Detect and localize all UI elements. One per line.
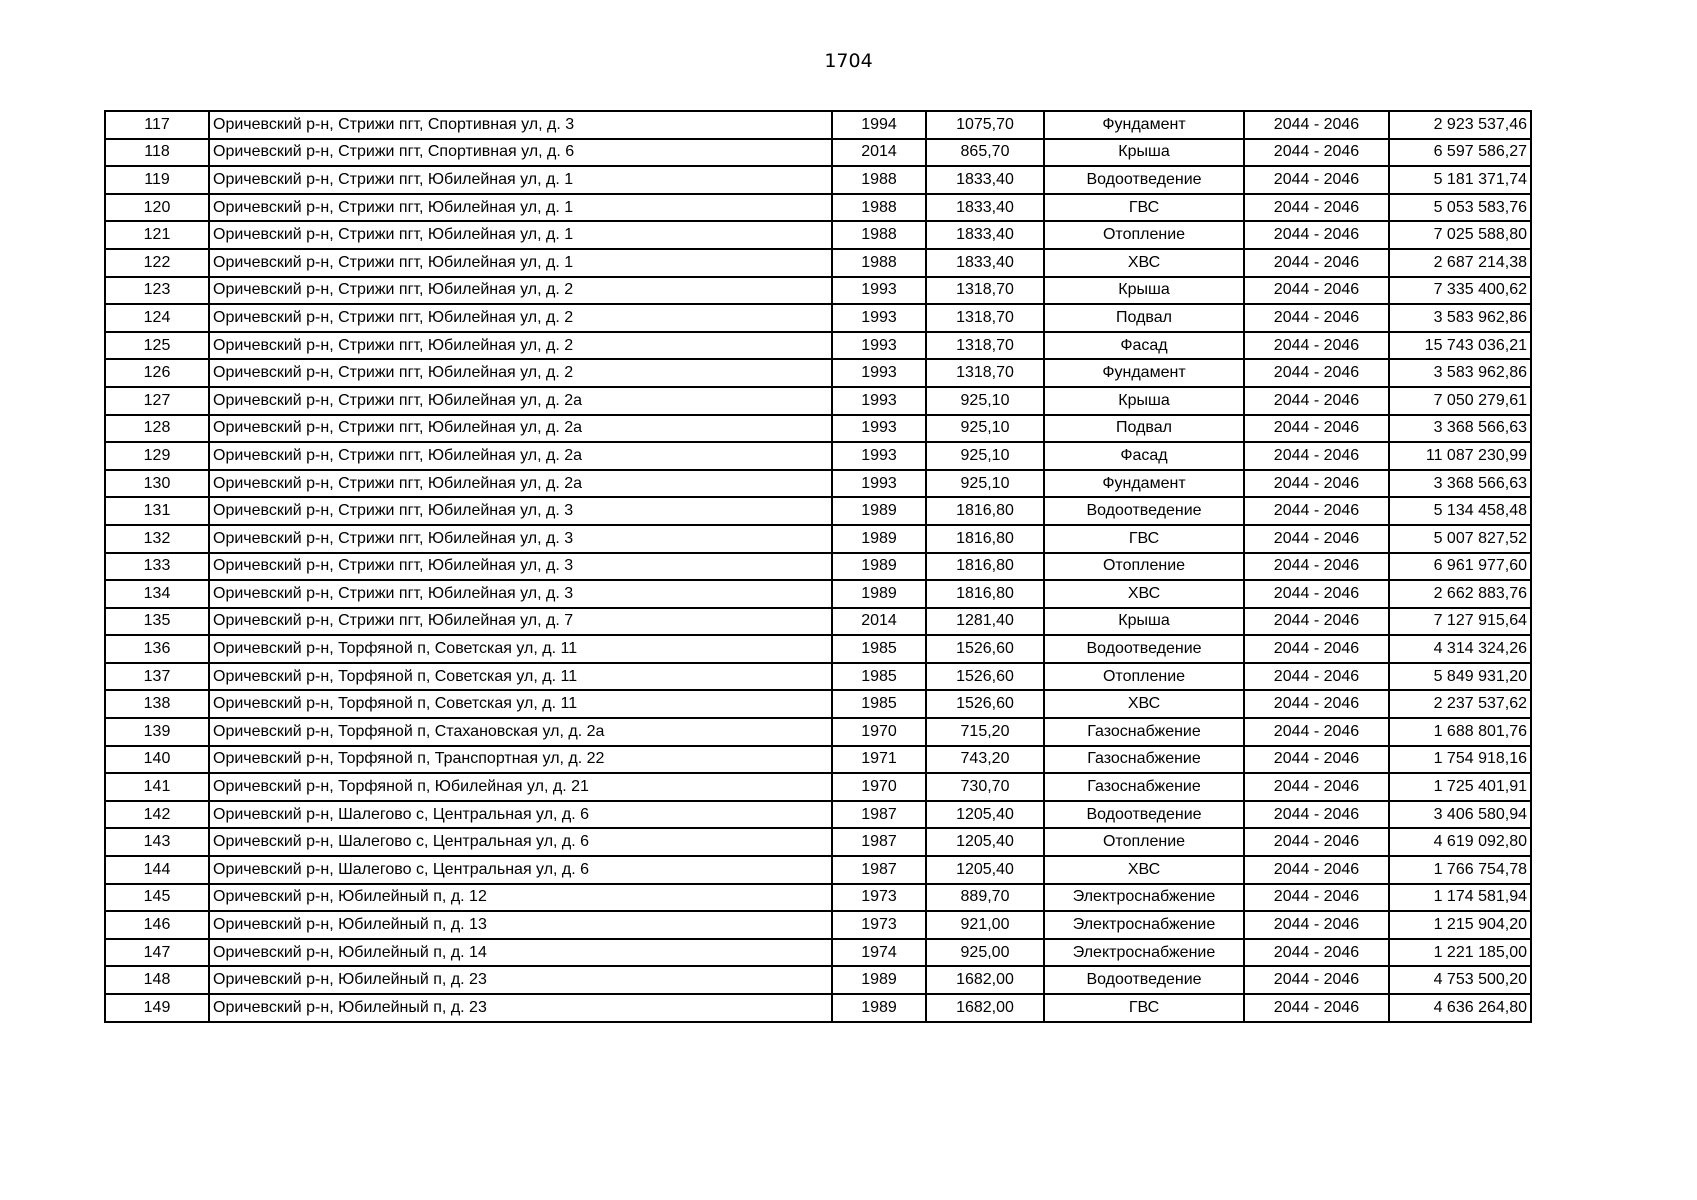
year-cell: 1989 [832, 525, 926, 553]
table-row [105, 911, 1531, 939]
work-type-cell: Электроснабжение [1044, 939, 1244, 967]
year-cell: 1988 [832, 249, 926, 277]
period-cell: 2044 - 2046 [1244, 801, 1389, 829]
address-cell: Оричевский р-н, Шалегово с, Центральная ул, д. 6 [209, 801, 832, 829]
row-number-cell: 144 [105, 856, 209, 884]
cost-cell: 3 406 580,94 [1389, 801, 1531, 829]
row-number-cell: 136 [105, 635, 209, 663]
work-type-cell: Отопление [1044, 553, 1244, 581]
table-row [105, 111, 1531, 139]
area-cell: 1816,80 [926, 553, 1044, 581]
year-cell: 1989 [832, 966, 926, 994]
address-cell: Оричевский р-н, Юбилейный п, д. 14 [209, 939, 832, 967]
work-type-cell: Электроснабжение [1044, 884, 1244, 912]
area-cell: 925,00 [926, 939, 1044, 967]
table-row [105, 304, 1531, 332]
work-type-cell: ХВС [1044, 856, 1244, 884]
cost-cell: 1 725 401,91 [1389, 773, 1531, 801]
table-row [105, 415, 1531, 443]
cost-cell: 5 849 931,20 [1389, 663, 1531, 691]
row-number-cell: 121 [105, 221, 209, 249]
area-cell: 925,10 [926, 470, 1044, 498]
year-cell: 1988 [832, 221, 926, 249]
area-cell: 1281,40 [926, 608, 1044, 636]
address-cell: Оричевский р-н, Стрижи пгт, Юбилейная ул, д. 2а [209, 442, 832, 470]
row-number-cell: 127 [105, 387, 209, 415]
year-cell: 1987 [832, 828, 926, 856]
address-cell: Оричевский р-н, Стрижи пгт, Юбилейная ул, д. 2 [209, 332, 832, 360]
table-row [105, 746, 1531, 774]
period-cell: 2044 - 2046 [1244, 194, 1389, 222]
work-type-cell: Фундамент [1044, 470, 1244, 498]
cost-cell: 5 007 827,52 [1389, 525, 1531, 553]
row-number-cell: 125 [105, 332, 209, 360]
year-cell: 1993 [832, 387, 926, 415]
row-number-cell: 128 [105, 415, 209, 443]
table-row [105, 249, 1531, 277]
cost-cell: 1 688 801,76 [1389, 718, 1531, 746]
work-type-cell: Отопление [1044, 221, 1244, 249]
cost-cell: 7 127 915,64 [1389, 608, 1531, 636]
table-row [105, 359, 1531, 387]
work-type-cell: Крыша [1044, 608, 1244, 636]
year-cell: 1993 [832, 304, 926, 332]
table-row [105, 553, 1531, 581]
cost-cell: 7 025 588,80 [1389, 221, 1531, 249]
cost-cell: 7 050 279,61 [1389, 387, 1531, 415]
work-type-cell: Электроснабжение [1044, 911, 1244, 939]
work-type-cell: Отопление [1044, 663, 1244, 691]
row-number-cell: 134 [105, 580, 209, 608]
period-cell: 2044 - 2046 [1244, 994, 1389, 1022]
address-cell: Оричевский р-н, Стрижи пгт, Юбилейная ул, д. 1 [209, 194, 832, 222]
work-type-cell: Отопление [1044, 828, 1244, 856]
area-cell: 1833,40 [926, 194, 1044, 222]
address-cell: Оричевский р-н, Торфяной п, Советская ул, д. 11 [209, 663, 832, 691]
area-cell: 1833,40 [926, 166, 1044, 194]
address-cell: Оричевский р-н, Юбилейный п, д. 12 [209, 884, 832, 912]
area-cell: 1833,40 [926, 221, 1044, 249]
work-type-cell: ГВС [1044, 994, 1244, 1022]
work-type-cell: Фундамент [1044, 111, 1244, 139]
table-row [105, 663, 1531, 691]
table-row [105, 470, 1531, 498]
row-number-cell: 149 [105, 994, 209, 1022]
table-row [105, 525, 1531, 553]
period-cell: 2044 - 2046 [1244, 332, 1389, 360]
cost-cell: 3 368 566,63 [1389, 415, 1531, 443]
area-cell: 1075,70 [926, 111, 1044, 139]
cost-cell: 15 743 036,21 [1389, 332, 1531, 360]
area-cell: 925,10 [926, 442, 1044, 470]
area-cell: 730,70 [926, 773, 1044, 801]
row-number-cell: 120 [105, 194, 209, 222]
table-row [105, 635, 1531, 663]
address-cell: Оричевский р-н, Стрижи пгт, Юбилейная ул, д. 3 [209, 553, 832, 581]
table-row [105, 580, 1531, 608]
row-number-cell: 119 [105, 166, 209, 194]
row-number-cell: 133 [105, 553, 209, 581]
row-number-cell: 123 [105, 277, 209, 305]
cost-cell: 4 314 324,26 [1389, 635, 1531, 663]
area-cell: 1526,60 [926, 690, 1044, 718]
cost-cell: 3 583 962,86 [1389, 304, 1531, 332]
row-number-cell: 130 [105, 470, 209, 498]
period-cell: 2044 - 2046 [1244, 166, 1389, 194]
area-cell: 1205,40 [926, 828, 1044, 856]
cost-cell: 2 923 537,46 [1389, 111, 1531, 139]
cost-cell: 2 662 883,76 [1389, 580, 1531, 608]
row-number-cell: 146 [105, 911, 209, 939]
area-cell: 925,10 [926, 387, 1044, 415]
work-type-cell: Водоотведение [1044, 497, 1244, 525]
area-cell: 1682,00 [926, 994, 1044, 1022]
address-cell: Оричевский р-н, Стрижи пгт, Юбилейная ул, д. 7 [209, 608, 832, 636]
row-number-cell: 137 [105, 663, 209, 691]
table-row [105, 194, 1531, 222]
address-cell: Оричевский р-н, Стрижи пгт, Юбилейная ул, д. 2 [209, 277, 832, 305]
period-cell: 2044 - 2046 [1244, 249, 1389, 277]
period-cell: 2044 - 2046 [1244, 608, 1389, 636]
cost-cell: 7 335 400,62 [1389, 277, 1531, 305]
address-cell: Оричевский р-н, Стрижи пгт, Спортивная ул, д. 6 [209, 139, 832, 167]
work-type-cell: ХВС [1044, 580, 1244, 608]
cost-cell: 1 766 754,78 [1389, 856, 1531, 884]
cost-cell: 5 134 458,48 [1389, 497, 1531, 525]
area-cell: 1318,70 [926, 359, 1044, 387]
year-cell: 1985 [832, 635, 926, 663]
address-cell: Оричевский р-н, Торфяной п, Юбилейная ул, д. 21 [209, 773, 832, 801]
work-type-cell: Водоотведение [1044, 166, 1244, 194]
address-cell: Оричевский р-н, Торфяной п, Транспортная ул, д. 22 [209, 746, 832, 774]
row-number-cell: 147 [105, 939, 209, 967]
row-number-cell: 117 [105, 111, 209, 139]
period-cell: 2044 - 2046 [1244, 442, 1389, 470]
year-cell: 1987 [832, 856, 926, 884]
area-cell: 865,70 [926, 139, 1044, 167]
year-cell: 1973 [832, 884, 926, 912]
period-cell: 2044 - 2046 [1244, 718, 1389, 746]
work-type-cell: ХВС [1044, 690, 1244, 718]
address-cell: Оричевский р-н, Стрижи пгт, Юбилейная ул, д. 2а [209, 387, 832, 415]
year-cell: 1988 [832, 166, 926, 194]
row-number-cell: 124 [105, 304, 209, 332]
row-number-cell: 135 [105, 608, 209, 636]
area-cell: 1816,80 [926, 497, 1044, 525]
year-cell: 2014 [832, 139, 926, 167]
page-number: 1704 [824, 50, 873, 72]
work-type-cell: Водоотведение [1044, 635, 1244, 663]
year-cell: 1985 [832, 663, 926, 691]
address-cell: Оричевский р-н, Шалегово с, Центральная ул, д. 6 [209, 828, 832, 856]
period-cell: 2044 - 2046 [1244, 690, 1389, 718]
address-cell: Оричевский р-н, Стрижи пгт, Юбилейная ул, д. 2а [209, 470, 832, 498]
period-cell: 2044 - 2046 [1244, 911, 1389, 939]
address-cell: Оричевский р-н, Торфяной п, Стахановская ул, д. 2а [209, 718, 832, 746]
area-cell: 1318,70 [926, 277, 1044, 305]
year-cell: 1989 [832, 553, 926, 581]
period-cell: 2044 - 2046 [1244, 746, 1389, 774]
table-row [105, 966, 1531, 994]
cost-cell: 3 368 566,63 [1389, 470, 1531, 498]
work-type-cell: ГВС [1044, 525, 1244, 553]
row-number-cell: 145 [105, 884, 209, 912]
work-type-cell: Фундамент [1044, 359, 1244, 387]
period-cell: 2044 - 2046 [1244, 497, 1389, 525]
table-row [105, 884, 1531, 912]
row-number-cell: 140 [105, 746, 209, 774]
year-cell: 1993 [832, 359, 926, 387]
year-cell: 1993 [832, 415, 926, 443]
address-cell: Оричевский р-н, Стрижи пгт, Юбилейная ул, д. 3 [209, 497, 832, 525]
address-cell: Оричевский р-н, Юбилейный п, д. 23 [209, 994, 832, 1022]
table-row [105, 332, 1531, 360]
buildings-table [104, 110, 1532, 1023]
table-row [105, 221, 1531, 249]
cost-cell: 5 053 583,76 [1389, 194, 1531, 222]
cost-cell: 11 087 230,99 [1389, 442, 1531, 470]
period-cell: 2044 - 2046 [1244, 580, 1389, 608]
table-row [105, 856, 1531, 884]
address-cell: Оричевский р-н, Стрижи пгт, Юбилейная ул, д. 1 [209, 166, 832, 194]
area-cell: 1526,60 [926, 663, 1044, 691]
table-row [105, 773, 1531, 801]
table-row [105, 277, 1531, 305]
cost-cell: 4 636 264,80 [1389, 994, 1531, 1022]
cost-cell: 2 237 537,62 [1389, 690, 1531, 718]
table-row [105, 828, 1531, 856]
period-cell: 2044 - 2046 [1244, 966, 1389, 994]
row-number-cell: 142 [105, 801, 209, 829]
table-row [105, 442, 1531, 470]
area-cell: 1318,70 [926, 304, 1044, 332]
cost-cell: 3 583 962,86 [1389, 359, 1531, 387]
year-cell: 1993 [832, 442, 926, 470]
year-cell: 1988 [832, 194, 926, 222]
address-cell: Оричевский р-н, Стрижи пгт, Юбилейная ул, д. 2 [209, 304, 832, 332]
cost-cell: 2 687 214,38 [1389, 249, 1531, 277]
work-type-cell: Водоотведение [1044, 966, 1244, 994]
row-number-cell: 138 [105, 690, 209, 718]
period-cell: 2044 - 2046 [1244, 415, 1389, 443]
year-cell: 1994 [832, 111, 926, 139]
work-type-cell: Фасад [1044, 442, 1244, 470]
area-cell: 1833,40 [926, 249, 1044, 277]
period-cell: 2044 - 2046 [1244, 553, 1389, 581]
address-cell: Оричевский р-н, Торфяной п, Советская ул, д. 11 [209, 690, 832, 718]
table-row [105, 497, 1531, 525]
address-cell: Оричевский р-н, Стрижи пгт, Юбилейная ул, д. 3 [209, 580, 832, 608]
row-number-cell: 129 [105, 442, 209, 470]
table-row [105, 139, 1531, 167]
table-row [105, 166, 1531, 194]
year-cell: 1993 [832, 332, 926, 360]
work-type-cell: Газоснабжение [1044, 746, 1244, 774]
row-number-cell: 131 [105, 497, 209, 525]
address-cell: Оричевский р-н, Торфяной п, Советская ул, д. 11 [209, 635, 832, 663]
year-cell: 2014 [832, 608, 926, 636]
year-cell: 1973 [832, 911, 926, 939]
area-cell: 715,20 [926, 718, 1044, 746]
address-cell: Оричевский р-н, Стрижи пгт, Юбилейная ул, д. 1 [209, 221, 832, 249]
cost-cell: 1 215 904,20 [1389, 911, 1531, 939]
table-row [105, 939, 1531, 967]
address-cell: Оричевский р-н, Стрижи пгт, Юбилейная ул, д. 2 [209, 359, 832, 387]
cost-cell: 6 961 977,60 [1389, 553, 1531, 581]
work-type-cell: Подвал [1044, 304, 1244, 332]
year-cell: 1970 [832, 718, 926, 746]
year-cell: 1987 [832, 801, 926, 829]
cost-cell: 4 753 500,20 [1389, 966, 1531, 994]
period-cell: 2044 - 2046 [1244, 939, 1389, 967]
table-row [105, 994, 1531, 1022]
year-cell: 1974 [832, 939, 926, 967]
work-type-cell: Крыша [1044, 139, 1244, 167]
row-number-cell: 139 [105, 718, 209, 746]
address-cell: Оричевский р-н, Стрижи пгт, Юбилейная ул, д. 2а [209, 415, 832, 443]
row-number-cell: 118 [105, 139, 209, 167]
row-number-cell: 148 [105, 966, 209, 994]
work-type-cell: Фасад [1044, 332, 1244, 360]
period-cell: 2044 - 2046 [1244, 359, 1389, 387]
period-cell: 2044 - 2046 [1244, 387, 1389, 415]
period-cell: 2044 - 2046 [1244, 470, 1389, 498]
work-type-cell: Крыша [1044, 277, 1244, 305]
cost-cell: 5 181 371,74 [1389, 166, 1531, 194]
area-cell: 1318,70 [926, 332, 1044, 360]
cost-cell: 1 221 185,00 [1389, 939, 1531, 967]
work-type-cell: ХВС [1044, 249, 1244, 277]
cost-cell: 1 174 581,94 [1389, 884, 1531, 912]
period-cell: 2044 - 2046 [1244, 277, 1389, 305]
address-cell: Оричевский р-н, Юбилейный п, д. 23 [209, 966, 832, 994]
year-cell: 1989 [832, 580, 926, 608]
area-cell: 1816,80 [926, 525, 1044, 553]
period-cell: 2044 - 2046 [1244, 884, 1389, 912]
period-cell: 2044 - 2046 [1244, 663, 1389, 691]
period-cell: 2044 - 2046 [1244, 221, 1389, 249]
work-type-cell: Крыша [1044, 387, 1244, 415]
address-cell: Оричевский р-н, Стрижи пгт, Юбилейная ул, д. 1 [209, 249, 832, 277]
period-cell: 2044 - 2046 [1244, 111, 1389, 139]
table-row [105, 690, 1531, 718]
year-cell: 1970 [832, 773, 926, 801]
work-type-cell: Водоотведение [1044, 801, 1244, 829]
period-cell: 2044 - 2046 [1244, 525, 1389, 553]
year-cell: 1985 [832, 690, 926, 718]
address-cell: Оричевский р-н, Шалегово с, Центральная ул, д. 6 [209, 856, 832, 884]
area-cell: 925,10 [926, 415, 1044, 443]
address-cell: Оричевский р-н, Стрижи пгт, Спортивная ул, д. 3 [209, 111, 832, 139]
year-cell: 1989 [832, 497, 926, 525]
period-cell: 2044 - 2046 [1244, 773, 1389, 801]
period-cell: 2044 - 2046 [1244, 635, 1389, 663]
area-cell: 1205,40 [926, 856, 1044, 884]
period-cell: 2044 - 2046 [1244, 828, 1389, 856]
table-body [105, 111, 1531, 1022]
row-number-cell: 122 [105, 249, 209, 277]
table-row [105, 801, 1531, 829]
area-cell: 743,20 [926, 746, 1044, 774]
work-type-cell: Газоснабжение [1044, 718, 1244, 746]
cost-cell: 1 754 918,16 [1389, 746, 1531, 774]
year-cell: 1989 [832, 994, 926, 1022]
area-cell: 921,00 [926, 911, 1044, 939]
cost-cell: 4 619 092,80 [1389, 828, 1531, 856]
address-cell: Оричевский р-н, Юбилейный п, д. 13 [209, 911, 832, 939]
period-cell: 2044 - 2046 [1244, 856, 1389, 884]
row-number-cell: 126 [105, 359, 209, 387]
area-cell: 889,70 [926, 884, 1044, 912]
area-cell: 1816,80 [926, 580, 1044, 608]
year-cell: 1993 [832, 277, 926, 305]
area-cell: 1526,60 [926, 635, 1044, 663]
table-row [105, 718, 1531, 746]
work-type-cell: ГВС [1044, 194, 1244, 222]
address-cell: Оричевский р-н, Стрижи пгт, Юбилейная ул, д. 3 [209, 525, 832, 553]
row-number-cell: 141 [105, 773, 209, 801]
row-number-cell: 143 [105, 828, 209, 856]
year-cell: 1993 [832, 470, 926, 498]
area-cell: 1205,40 [926, 801, 1044, 829]
work-type-cell: Подвал [1044, 415, 1244, 443]
period-cell: 2044 - 2046 [1244, 139, 1389, 167]
period-cell: 2044 - 2046 [1244, 304, 1389, 332]
cost-cell: 6 597 586,27 [1389, 139, 1531, 167]
work-type-cell: Газоснабжение [1044, 773, 1244, 801]
year-cell: 1971 [832, 746, 926, 774]
table-row [105, 608, 1531, 636]
table-row [105, 387, 1531, 415]
area-cell: 1682,00 [926, 966, 1044, 994]
row-number-cell: 132 [105, 525, 209, 553]
